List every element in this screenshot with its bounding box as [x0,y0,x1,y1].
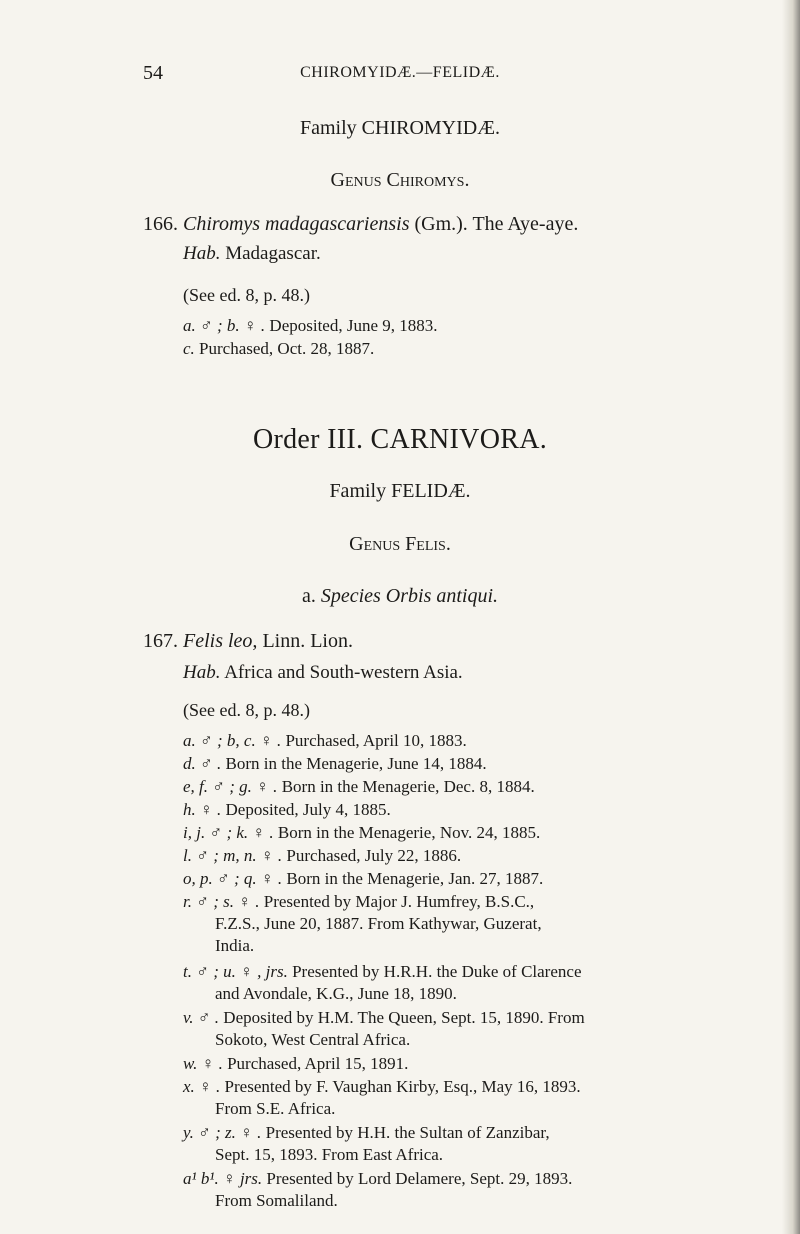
record-text: Presented by Major J. Humfrey, B.S.C., [263,892,535,911]
record-text: Born in the Menagerie, June 14, 1884. [225,754,487,773]
record-line [183,1053,743,1075]
record-text: Presented by H.H. the Sultan of Zanzibar, [265,1123,550,1142]
habitat-label: Hab. [183,662,221,683]
record-continuation: India. [215,936,255,955]
record-text: Purchased, Oct. 28, 1887. [199,339,375,358]
record-text: Purchased, April 15, 1891. [227,1054,409,1073]
record-text: Born in the Menagerie, Nov. 24, 1885. [277,823,541,842]
record-text: Deposited, July 4, 1885. [225,800,391,819]
record-label: c. [183,339,195,358]
record-block [183,1007,743,1051]
record-continuation: and Avondale, K.G., June 18, 1890. [215,984,457,1003]
record-label: e, f. ♂ ; g. ♀ . [183,777,278,796]
record-block [183,891,743,957]
record-label: w. ♀ . [183,1054,223,1073]
species-name: Chiromys madagascariensis [183,213,410,235]
entry-166-heading [143,213,578,236]
subheading-prefix: a. [301,585,316,607]
species-authority: (Gm.). The Aye-aye. [414,213,579,235]
record-label: a¹ b¹. ♀ jrs. [183,1169,263,1188]
family-heading-chiromyidae: Family CHIROMYIDÆ. [299,117,500,139]
record-text: Purchased, April 10, 1883. [285,731,467,750]
genus-heading-chiromys: Genus Chiromys. [330,169,470,191]
entry-number: 167. [143,630,178,652]
record-label: i, j. ♂ ; k. ♀ . [183,823,274,842]
entry-167-habitat [183,662,463,684]
running-title: CHIROMYIDÆ.—FELIDÆ. [300,64,500,81]
page-header [0,62,800,86]
genus-heading-felis: Genus Felis. [349,533,451,555]
record-text: Deposited by H.M. The Queen, Sept. 15, 1890. From [223,1008,585,1027]
record-text: Deposited, June 9, 1883. [269,316,438,335]
record-text: Presented by H.R.H. the Duke of Clarence [292,962,582,981]
record-text: Presented by Lord Delamere, Sept. 29, 1893. [266,1169,573,1188]
record-block [183,1122,743,1166]
record-text: Born in the Menagerie, Dec. 8, 1884. [281,777,535,796]
record-line [183,730,743,752]
record-continuation: From S.E. Africa. [215,1099,336,1118]
record-text: Purchased, July 22, 1886. [286,846,462,865]
species-name: Felis leo, [183,630,258,652]
record-continuation: Sokoto, West Central Africa. [215,1030,411,1049]
page-number: 54 [143,62,163,84]
record-block [183,961,743,1005]
habitat-value: Madagascar. [225,243,321,264]
record-line [183,753,743,775]
family-heading-felidae: Family FELIDÆ. [329,480,471,502]
record-label: y. ♂ ; z. ♀ . [183,1123,262,1142]
page-edge-shadow [782,0,800,1234]
record-continuation: From Somaliland. [215,1191,338,1210]
record-label: o, p. ♂ ; q. ♀ . [183,869,283,888]
record-label: d. ♂ . [183,754,222,773]
habitat-label: Hab. [183,243,221,264]
record-line [183,868,743,890]
record-label: a. ♂ ; b, c. ♀ . [183,731,282,750]
record-label: t. ♂ ; u. ♀ , jrs. [183,962,288,981]
record-text: Presented by F. Vaughan Kirby, Esq., May 16, 1893. [224,1077,581,1096]
record-label: h. ♀ . [183,800,222,819]
record-line [183,315,743,337]
record-line [183,338,743,360]
order-heading-carnivora: Order III. CARNIVORA. [252,424,548,455]
entry-number: 166. [143,213,178,235]
subheading-text: Species Orbis antiqui. [320,585,499,607]
record-label: v. ♂ . [183,1008,220,1027]
entry-166-see-reference: (See ed. 8, p. 48.) [183,285,310,305]
record-line [183,776,743,798]
record-line [183,845,743,867]
entry-167-see-reference: (See ed. 8, p. 48.) [183,700,310,720]
record-line [183,799,743,821]
record-line [183,822,743,844]
entry-166-habitat [183,243,321,265]
record-label: a. ♂ ; b. ♀ . [183,316,266,335]
species-group-subheading [0,585,800,608]
record-text: Born in the Menagerie, Jan. 27, 1887. [286,869,544,888]
record-label: r. ♂ ; s. ♀ . [183,892,260,911]
entry-167-heading [143,630,353,653]
species-authority: Linn. Lion. [262,630,353,652]
record-block [183,1076,743,1120]
habitat-value: Africa and South-western Asia. [224,662,463,683]
record-continuation: F.Z.S., June 20, 1887. From Kathywar, Guzerat, [215,914,542,933]
record-continuation: Sept. 15, 1893. From East Africa. [215,1145,444,1164]
record-label: x. ♀ . [183,1077,221,1096]
record-block [183,1168,743,1212]
record-label: l. ♂ ; m, n. ♀ . [183,846,283,865]
